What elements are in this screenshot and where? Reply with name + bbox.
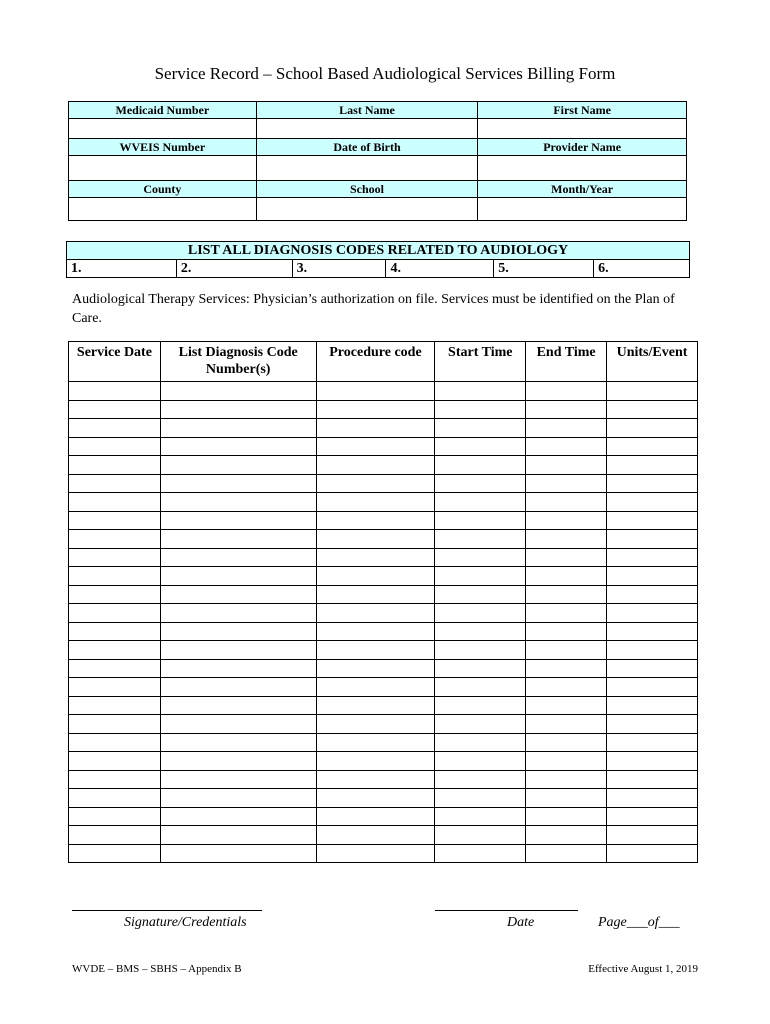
- record-cell[interactable]: [160, 530, 316, 549]
- record-cell[interactable]: [435, 789, 526, 808]
- diagnosis-code-2[interactable]: 2.: [176, 260, 292, 278]
- record-cell[interactable]: [316, 641, 435, 660]
- record-cell[interactable]: [435, 770, 526, 789]
- record-cell[interactable]: [160, 419, 316, 438]
- record-cell[interactable]: [607, 659, 698, 678]
- record-cell[interactable]: [526, 733, 607, 752]
- record-cell[interactable]: [69, 585, 161, 604]
- record-cell[interactable]: [526, 382, 607, 401]
- date-of-birth-label: Date of Birth: [256, 139, 478, 156]
- record-cell[interactable]: [69, 456, 161, 475]
- record-cell[interactable]: [526, 400, 607, 419]
- record-cell[interactable]: [435, 622, 526, 641]
- record-cell[interactable]: [435, 419, 526, 438]
- record-cell[interactable]: [435, 678, 526, 697]
- table-row: [69, 733, 698, 752]
- record-cell[interactable]: [435, 511, 526, 530]
- record-cell[interactable]: [316, 807, 435, 826]
- wveis-number-label: WVEIS Number: [69, 139, 257, 156]
- county-label: County: [69, 181, 257, 198]
- record-cell[interactable]: [435, 493, 526, 512]
- record-cell[interactable]: [160, 826, 316, 845]
- table-row: [69, 715, 698, 734]
- record-cell[interactable]: [69, 752, 161, 771]
- record-cell[interactable]: [607, 770, 698, 789]
- record-cell[interactable]: [435, 567, 526, 586]
- record-cell[interactable]: [526, 678, 607, 697]
- table-row: [69, 456, 698, 475]
- record-cell[interactable]: [160, 733, 316, 752]
- record-cell[interactable]: [435, 641, 526, 660]
- record-cell[interactable]: [435, 474, 526, 493]
- record-cell[interactable]: [435, 400, 526, 419]
- table-row: [69, 437, 698, 456]
- end-time-header: End Time: [526, 342, 607, 382]
- record-cell[interactable]: [316, 382, 435, 401]
- record-cell[interactable]: [316, 659, 435, 678]
- record-cell[interactable]: [160, 752, 316, 771]
- record-cell[interactable]: [160, 807, 316, 826]
- record-cell[interactable]: [316, 733, 435, 752]
- record-cell[interactable]: [69, 770, 161, 789]
- record-cell[interactable]: [607, 474, 698, 493]
- school-field[interactable]: [256, 198, 478, 221]
- record-cell[interactable]: [435, 456, 526, 475]
- record-cell[interactable]: [435, 659, 526, 678]
- record-cell[interactable]: [607, 567, 698, 586]
- record-cell[interactable]: [435, 530, 526, 549]
- record-cell[interactable]: [607, 511, 698, 530]
- record-cell[interactable]: [316, 696, 435, 715]
- record-cell[interactable]: [607, 400, 698, 419]
- record-cell[interactable]: [435, 604, 526, 623]
- record-cell[interactable]: [607, 530, 698, 549]
- record-cell[interactable]: [526, 585, 607, 604]
- record-cell[interactable]: [160, 474, 316, 493]
- record-cell[interactable]: [526, 844, 607, 863]
- record-cell[interactable]: [526, 493, 607, 512]
- record-cell[interactable]: [607, 585, 698, 604]
- record-cell[interactable]: [316, 456, 435, 475]
- record-cell[interactable]: [435, 585, 526, 604]
- record-cell[interactable]: [526, 437, 607, 456]
- record-cell[interactable]: [160, 622, 316, 641]
- record-cell[interactable]: [607, 789, 698, 808]
- record-cell[interactable]: [316, 715, 435, 734]
- diagnosis-codes-header: LIST ALL DIAGNOSIS CODES RELATED TO AUDIOLOGY: [67, 242, 690, 260]
- record-cell[interactable]: [160, 641, 316, 660]
- record-cell[interactable]: [69, 400, 161, 419]
- record-cell[interactable]: [69, 382, 161, 401]
- service-date-header: Service Date: [69, 342, 161, 382]
- record-cell[interactable]: [607, 807, 698, 826]
- record-cell[interactable]: [607, 622, 698, 641]
- record-cell[interactable]: [69, 511, 161, 530]
- table-row: [69, 789, 698, 808]
- record-cell[interactable]: [526, 770, 607, 789]
- date-label: Date: [507, 915, 535, 930]
- patient-info-table: [68, 101, 687, 221]
- record-cell[interactable]: [607, 493, 698, 512]
- table-row: [69, 622, 698, 641]
- units-event-header: Units/Event: [607, 342, 698, 382]
- record-cell[interactable]: [69, 844, 161, 863]
- start-time-header: Start Time: [435, 342, 526, 382]
- table-row: [69, 382, 698, 401]
- record-cell[interactable]: [69, 807, 161, 826]
- record-cell[interactable]: [69, 604, 161, 623]
- record-cell[interactable]: [526, 548, 607, 567]
- record-cell[interactable]: [607, 715, 698, 734]
- table-row: [69, 474, 698, 493]
- record-cell[interactable]: [526, 789, 607, 808]
- table-row: [69, 826, 698, 845]
- record-cell[interactable]: [69, 567, 161, 586]
- record-cell[interactable]: [69, 530, 161, 549]
- record-cell[interactable]: [526, 752, 607, 771]
- record-cell[interactable]: [69, 641, 161, 660]
- last-name-field[interactable]: [256, 119, 478, 139]
- record-cell[interactable]: [316, 567, 435, 586]
- record-cell[interactable]: [435, 548, 526, 567]
- record-cell[interactable]: [607, 382, 698, 401]
- record-cell[interactable]: [316, 400, 435, 419]
- first-name-label: First Name: [478, 102, 687, 119]
- record-cell[interactable]: [607, 733, 698, 752]
- table-row: [69, 530, 698, 549]
- record-cell[interactable]: [160, 659, 316, 678]
- record-cell[interactable]: [316, 678, 435, 697]
- record-cell[interactable]: [160, 585, 316, 604]
- record-cell[interactable]: [435, 382, 526, 401]
- record-cell[interactable]: [160, 604, 316, 623]
- record-cell[interactable]: [160, 456, 316, 475]
- table-row: [69, 641, 698, 660]
- record-cell[interactable]: [316, 604, 435, 623]
- record-cell[interactable]: [69, 548, 161, 567]
- record-cell[interactable]: [160, 844, 316, 863]
- record-cell[interactable]: [69, 715, 161, 734]
- table-row: [69, 548, 698, 567]
- record-cell[interactable]: [69, 696, 161, 715]
- diagnosis-code-4[interactable]: 4.: [386, 260, 494, 278]
- record-cell[interactable]: [316, 474, 435, 493]
- record-cell[interactable]: [607, 604, 698, 623]
- record-cell[interactable]: [69, 622, 161, 641]
- diagnosis-code-1[interactable]: 1.: [67, 260, 177, 278]
- table-row: [69, 419, 698, 438]
- record-cell[interactable]: [69, 474, 161, 493]
- record-cell[interactable]: [160, 382, 316, 401]
- record-cell[interactable]: [526, 641, 607, 660]
- record-cell[interactable]: [160, 715, 316, 734]
- record-cell[interactable]: [69, 789, 161, 808]
- record-cell[interactable]: [160, 437, 316, 456]
- table-row: [69, 696, 698, 715]
- record-cell[interactable]: [435, 807, 526, 826]
- record-cell[interactable]: [526, 659, 607, 678]
- footer-right: Effective August 1, 2019: [588, 963, 698, 975]
- record-cell[interactable]: [316, 548, 435, 567]
- record-cell[interactable]: [526, 456, 607, 475]
- record-cell[interactable]: [160, 548, 316, 567]
- record-cell[interactable]: [69, 659, 161, 678]
- provider-name-label: Provider Name: [478, 139, 687, 156]
- table-row: [69, 770, 698, 789]
- table-row: [69, 752, 698, 771]
- record-cell[interactable]: [160, 770, 316, 789]
- month-year-field[interactable]: [478, 198, 687, 221]
- record-cell[interactable]: [160, 678, 316, 697]
- record-cell[interactable]: [435, 826, 526, 845]
- record-cell[interactable]: [316, 493, 435, 512]
- record-cell[interactable]: [607, 844, 698, 863]
- record-cell[interactable]: [435, 696, 526, 715]
- table-row: [69, 659, 698, 678]
- record-cell[interactable]: [316, 789, 435, 808]
- record-cell[interactable]: [607, 752, 698, 771]
- wveis-number-field[interactable]: [69, 156, 257, 181]
- record-cell[interactable]: [526, 567, 607, 586]
- record-cell[interactable]: [160, 567, 316, 586]
- county-field[interactable]: [69, 198, 257, 221]
- instructions-text: Audiological Therapy Services: Physician’s authorization on file. Services must be identified on the Plan of Care.: [72, 292, 675, 326]
- record-cell[interactable]: [316, 752, 435, 771]
- record-cell[interactable]: [607, 641, 698, 660]
- record-cell[interactable]: [526, 474, 607, 493]
- page-of-label: Page___of___: [598, 915, 680, 930]
- record-cell[interactable]: [160, 400, 316, 419]
- table-row: [69, 678, 698, 697]
- last-name-label: Last Name: [256, 102, 478, 119]
- medicaid-number-label: Medicaid Number: [69, 102, 257, 119]
- medicaid-number-field[interactable]: [69, 119, 257, 139]
- table-row: [69, 567, 698, 586]
- provider-name-field[interactable]: [478, 156, 687, 181]
- record-cell[interactable]: [160, 696, 316, 715]
- record-cell[interactable]: [607, 678, 698, 697]
- record-cell[interactable]: [526, 419, 607, 438]
- record-cell[interactable]: [69, 678, 161, 697]
- record-cell[interactable]: [526, 696, 607, 715]
- diagnosis-code-5[interactable]: 5.: [494, 260, 594, 278]
- record-cell[interactable]: [316, 622, 435, 641]
- date-of-birth-field[interactable]: [256, 156, 478, 181]
- form-title: Service Record – School Based Audiological Services Billing Form: [154, 64, 616, 83]
- record-cell[interactable]: [316, 826, 435, 845]
- month-year-label: Month/Year: [478, 181, 687, 198]
- procedure-code-header: Procedure code: [316, 342, 435, 382]
- record-cell[interactable]: [316, 770, 435, 789]
- table-row: [69, 807, 698, 826]
- record-cell[interactable]: [607, 456, 698, 475]
- record-cell[interactable]: [316, 844, 435, 863]
- diagnosis-code-header: List Diagnosis Code Number(s): [160, 342, 316, 382]
- record-cell[interactable]: [160, 493, 316, 512]
- record-cell[interactable]: [435, 733, 526, 752]
- record-cell[interactable]: [526, 530, 607, 549]
- record-cell[interactable]: [526, 715, 607, 734]
- record-cell[interactable]: [69, 826, 161, 845]
- record-cell[interactable]: [316, 419, 435, 438]
- record-cell[interactable]: [160, 789, 316, 808]
- record-cell[interactable]: [526, 511, 607, 530]
- record-cell[interactable]: [316, 585, 435, 604]
- record-cell[interactable]: [316, 511, 435, 530]
- record-cell[interactable]: [316, 437, 435, 456]
- record-cell[interactable]: [607, 696, 698, 715]
- date-line[interactable]: [435, 910, 578, 911]
- school-label: School: [256, 181, 478, 198]
- record-cell[interactable]: [435, 752, 526, 771]
- table-row: [69, 844, 698, 863]
- record-cell[interactable]: [435, 715, 526, 734]
- record-cell[interactable]: [526, 826, 607, 845]
- footer-left: WVDE – BMS – SBHS – Appendix B: [72, 963, 242, 975]
- record-cell[interactable]: [69, 733, 161, 752]
- table-row: [69, 511, 698, 530]
- diagnosis-code-3[interactable]: 3.: [292, 260, 386, 278]
- signature-line[interactable]: [72, 910, 262, 911]
- table-row: [69, 400, 698, 419]
- record-cell[interactable]: [607, 437, 698, 456]
- diagnosis-codes-table: [66, 241, 690, 278]
- diagnosis-code-6[interactable]: 6.: [594, 260, 690, 278]
- first-name-field[interactable]: [478, 119, 687, 139]
- signature-label: Signature/Credentials: [124, 915, 247, 930]
- record-cell[interactable]: [435, 437, 526, 456]
- table-row: [69, 493, 698, 512]
- record-cell[interactable]: [435, 844, 526, 863]
- record-cell[interactable]: [316, 530, 435, 549]
- record-cell[interactable]: [607, 548, 698, 567]
- record-cell[interactable]: [69, 419, 161, 438]
- record-cell[interactable]: [69, 437, 161, 456]
- record-cell[interactable]: [607, 826, 698, 845]
- record-cell[interactable]: [526, 622, 607, 641]
- record-cell[interactable]: [69, 493, 161, 512]
- record-cell[interactable]: [526, 604, 607, 623]
- table-row: [69, 585, 698, 604]
- service-records-table: [68, 341, 698, 863]
- table-row: [69, 604, 698, 623]
- record-cell[interactable]: [526, 807, 607, 826]
- record-cell[interactable]: [607, 419, 698, 438]
- record-cell[interactable]: [160, 511, 316, 530]
